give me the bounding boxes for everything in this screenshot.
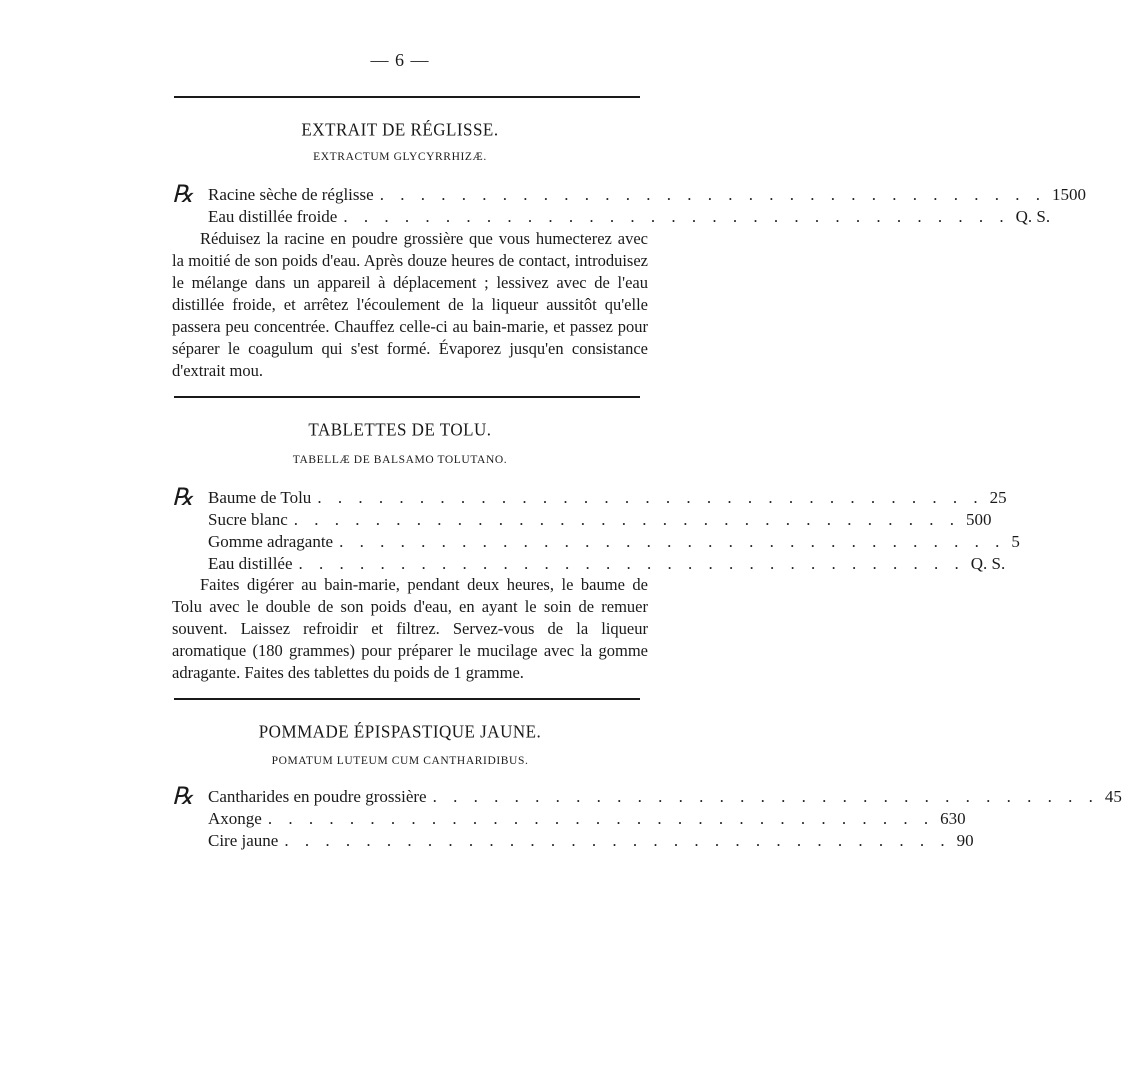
ingredient-row	[172, 808, 966, 830]
section-title: TABLETTES DE TOLU.	[308, 419, 492, 440]
ingredient-name: Axonge	[208, 809, 262, 828]
ingredient-quantity: 90	[956, 831, 974, 850]
section-divider	[174, 698, 640, 700]
preparation-paragraph: Réduisez la racine en poudre grossière que vous humecterez avec la moitié de son poids d'eau. Après douze heures de contact, introduisez le mélange dans un appareil à déplacement ; lessivez avec de l'eau distillée froide, et arrêtez l'écoulement de la liqueur aussitôt qu'elle passera peu concentrée. Chauffez celle-ci au bain-marie, et passez pour séparer le coagulum qui s'est formé. Évaporez jusqu'en consistance d'extrait mou.	[172, 229, 648, 380]
section-subtitle: POMATUM LUTEUM CUM CANTHARIDIBUS.	[271, 755, 529, 767]
leader-dots: . . . . . . . . . . . . . . . . . . . . . . . . . . . . . . . . .	[339, 532, 1006, 551]
recipe-symbol: ℞	[172, 483, 194, 511]
section-divider	[174, 396, 640, 398]
ingredient-name: Racine sèche de réglisse	[208, 185, 374, 204]
ingredient-name: Cantharides en poudre grossière	[208, 787, 427, 806]
ingredient-name: Eau distillée froide	[208, 207, 338, 226]
recipe-symbol: ℞	[172, 180, 194, 208]
ingredient-quantity: 5	[1011, 532, 1020, 551]
ingredient-quantity: 500	[966, 510, 992, 529]
leader-dots: . . . . . . . . . . . . . . . . . . . . . . . . . . . . . . . . .	[432, 787, 1099, 806]
ingredient-quantity: 630	[940, 809, 966, 828]
leader-dots: . . . . . . . . . . . . . . . . . . . . . . . . . . . . . . . . .	[317, 488, 984, 507]
leader-dots: . . . . . . . . . . . . . . . . . . . . . . . . . . . . . . . . .	[293, 510, 961, 529]
ingredient-name: Sucre blanc	[208, 510, 288, 529]
ingredient-name: Eau distillée	[208, 554, 293, 573]
ingredient-quantity: Q. S.	[970, 554, 1006, 573]
section-title: POMMADE ÉPISPASTIQUE JAUNE.	[258, 721, 542, 742]
ingredient-list	[172, 782, 1122, 852]
ingredient-list	[172, 483, 1020, 575]
ingredient-row	[172, 509, 992, 531]
section-title: EXTRAIT DE RÉGLISSE.	[301, 119, 499, 140]
ingredient-row	[172, 531, 1020, 553]
section-subtitle: EXTRACTUM GLYCYRRHIZÆ.	[313, 151, 487, 163]
ingredient-quantity: Q. S.	[1015, 207, 1051, 226]
ingredient-name: Gomme adragante	[208, 532, 334, 551]
leader-dots: . . . . . . . . . . . . . . . . . . . . . . . . . . . . . . . . .	[267, 809, 935, 828]
ingredient-name: Baume de Tolu	[208, 488, 312, 507]
preparation-text	[172, 574, 648, 684]
preparation-paragraph: Faites digérer au bain-marie, pendant deux heures, le baume de Tolu avec le double de son poids d'eau, en ayant le soin de remuer souvent. Laissez refroidir et filtrez. Servez-vous de la liqueur aromatique (180 grammes) pour préparer le mucilage avec la gomme adragante. Faites des tablettes du poids de 1 gramme.	[172, 575, 648, 682]
leader-dots: . . . . . . . . . . . . . . . . . . . . . . . . . . . . . . . . .	[298, 554, 965, 573]
ingredient-row	[172, 483, 1007, 511]
leader-dots: . . . . . . . . . . . . . . . . . . . . . . . . . . . . . . . . .	[343, 207, 1010, 226]
ingredient-row	[172, 782, 1122, 810]
page-number: — 6 —	[370, 50, 430, 70]
ingredient-quantity: 45	[1104, 787, 1122, 806]
ingredient-row	[172, 180, 1086, 208]
section-subtitle: TABELLÆ DE BALSAMO TOLUTANO.	[292, 454, 508, 466]
ingredient-list	[172, 180, 1086, 228]
preparation-text	[172, 228, 648, 382]
ingredient-name: Cire jaune	[208, 831, 279, 850]
ingredient-quantity: 25	[989, 488, 1007, 507]
leader-dots: . . . . . . . . . . . . . . . . . . . . . . . . . . . . . . . . .	[284, 831, 951, 850]
ingredient-quantity: 1500	[1051, 185, 1086, 204]
recipe-symbol: ℞	[172, 782, 194, 810]
leader-dots: . . . . . . . . . . . . . . . . . . . . . . . . . . . . . . . . .	[379, 185, 1046, 204]
section-divider	[174, 96, 640, 98]
ingredient-row	[172, 830, 974, 852]
ingredient-row	[172, 553, 1006, 575]
ingredient-row	[172, 206, 1051, 228]
